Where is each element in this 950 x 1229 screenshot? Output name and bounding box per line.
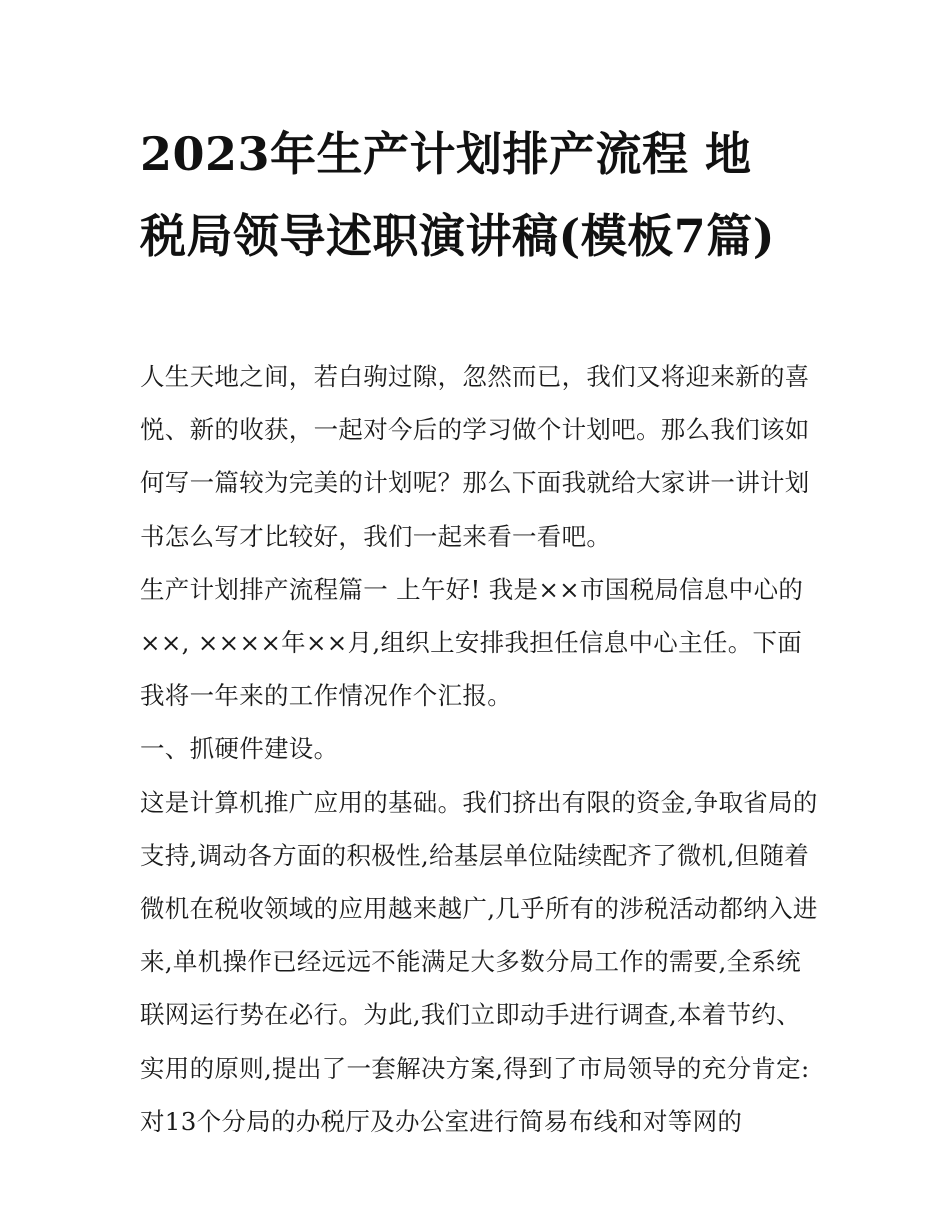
intro-paragraph: 人生天地之间，若白驹过隙，忽然而已，我们又将迎来新的喜悦、新的收获，一起对今后的学习做个计划吧。那么我们该如何写一篇较为完美的计划呢？那么下面我就给大家讲一讲计划书怎么写才比较好，我们一起来看一看吧。: [140, 362, 810, 551]
document-title: 2023年生产计划排产流程 地税局领导述职演讲稿(模板7篇): [140, 127, 776, 263]
heading-hardware: 一、抓硬件建设。: [140, 734, 339, 764]
hardware-paragraph: 这是计算机推广应用的基础。我们挤出有限的资金,争取省局的支持,调动各方面的积极性,给基层单位陆续配齐了微机,但随着微机在税收领域的应用越来越广,几乎所有的涉税活动都纳入进来,单机操作已经远远不能满足大多数分局工作的需要,全系统联网运行势在必行。为此,我们立即动手进行调查,本着节约、实用的原则,提出了一套解决方案,得到了市局领导的充分肯定:对13个分局的办税厅及办公室进行简易布线和对等网的: [140, 787, 818, 1136]
document-body: [140, 350, 820, 1148]
section-one-paragraph: 生产计划排产流程篇一 上午好! 我是××市国税局信息中心的××, ××××年××月,组织上安排我担任信息中心主任。下面我将一年来的工作情况作个汇报。: [140, 574, 804, 711]
